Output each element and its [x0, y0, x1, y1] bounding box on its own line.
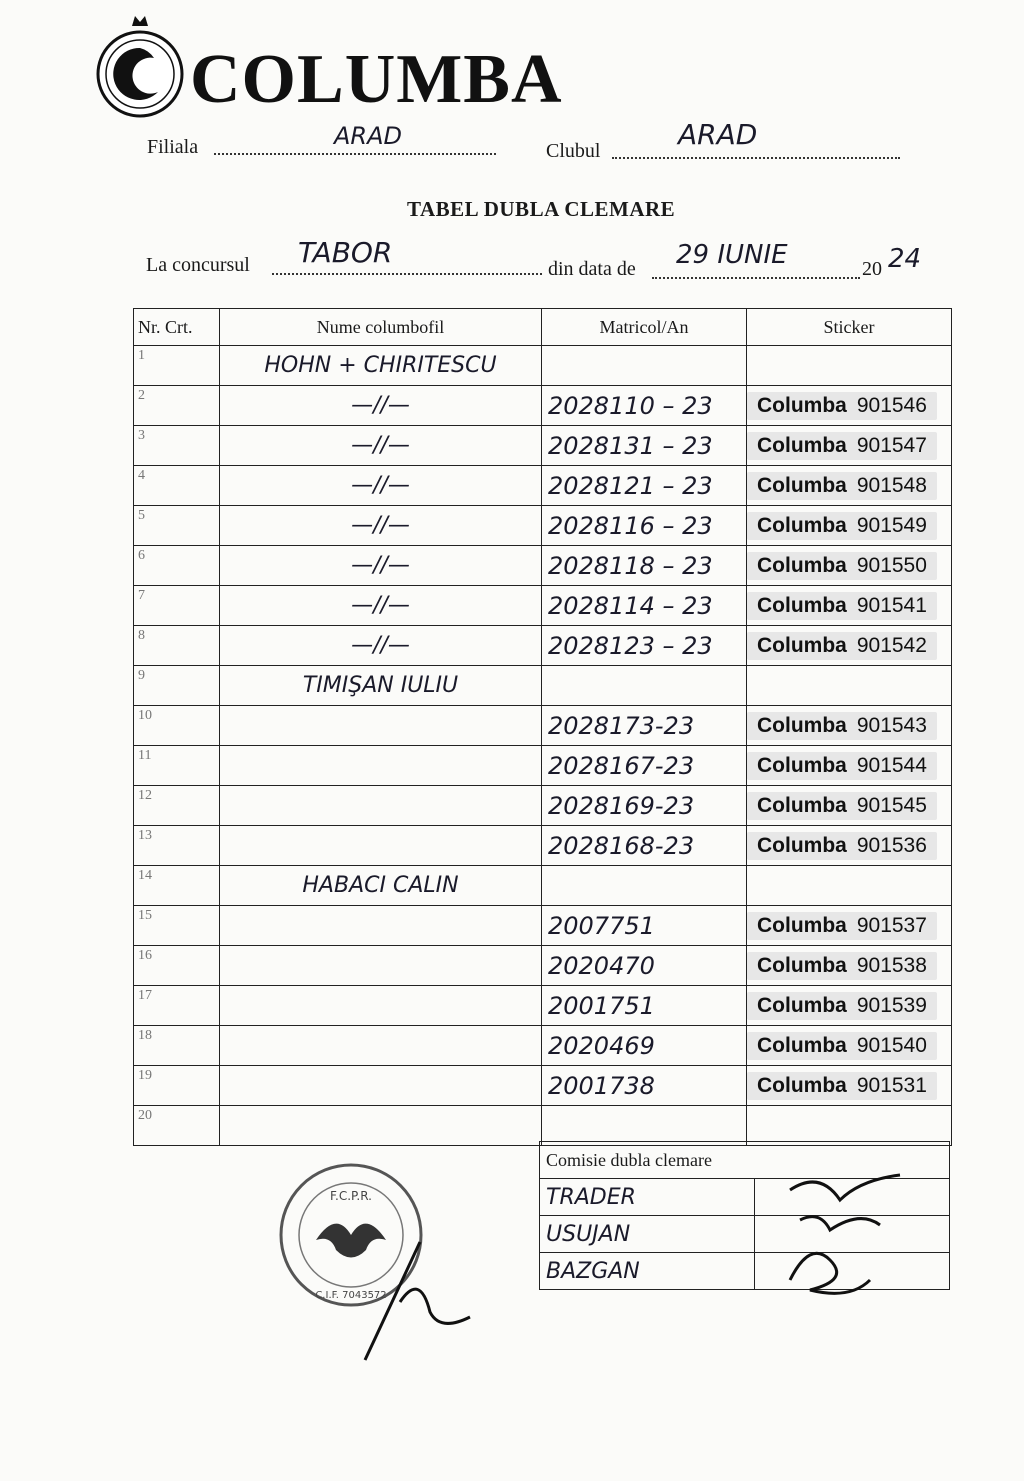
- row-number: 3: [134, 426, 220, 466]
- sticker-number: 901542: [856, 633, 927, 657]
- row-sticker: [747, 986, 952, 1026]
- sticker-number: 901544: [856, 753, 927, 777]
- sticker-number: 901540: [856, 1033, 927, 1057]
- date-label: din data de: [548, 258, 636, 280]
- row-number: 6: [134, 546, 220, 586]
- row-matricol: 2028118 – 23: [542, 546, 747, 586]
- row-name: [220, 746, 542, 786]
- row-name: [220, 706, 542, 746]
- sticker-number: 901549: [856, 513, 927, 537]
- table-header-row: [134, 309, 952, 346]
- row-name: —//—: [220, 586, 542, 626]
- row-matricol: 2028173-23: [542, 706, 747, 746]
- commission-member: BAZGAN: [540, 1253, 755, 1290]
- sticker-number: 901537: [856, 913, 927, 937]
- row-sticker: [747, 786, 952, 826]
- contest-dotted-line: [272, 272, 542, 275]
- row-matricol: 2020469: [542, 1026, 747, 1066]
- table-row: [134, 986, 952, 1026]
- row-number: 13: [134, 826, 220, 866]
- columba-logo-icon: [94, 12, 186, 118]
- row-number: 2: [134, 386, 220, 426]
- row-number: 14: [134, 866, 220, 906]
- table-row: [134, 346, 952, 386]
- contest-value: TABOR: [298, 236, 393, 269]
- header-sticker: Sticker: [747, 309, 952, 346]
- table-row: [134, 706, 952, 746]
- sticker-brand: Columba: [757, 913, 847, 937]
- table-row: [134, 1106, 952, 1146]
- row-name: —//—: [220, 546, 542, 586]
- sticker-brand: Columba: [757, 393, 847, 417]
- sticker-brand: Columba: [757, 1073, 847, 1097]
- row-sticker: [747, 586, 952, 626]
- header-matricol: Matricol/An: [542, 309, 747, 346]
- row-number: 1: [134, 346, 220, 386]
- commission-member: USUJAN: [540, 1216, 755, 1253]
- row-matricol: 2028168-23: [542, 826, 747, 866]
- row-sticker: [747, 1026, 952, 1066]
- row-name: —//—: [220, 426, 542, 466]
- sticker-label: [747, 432, 937, 460]
- table-row: [134, 506, 952, 546]
- row-number: 5: [134, 506, 220, 546]
- row-sticker: [747, 666, 952, 706]
- sticker-label: [747, 1072, 937, 1100]
- row-name: HOHN + CHIRITESCU: [220, 346, 542, 386]
- table-row: [134, 466, 952, 506]
- row-matricol: 2001738: [542, 1066, 747, 1106]
- sticker-number: 901545: [856, 793, 927, 817]
- sticker-label: [747, 712, 937, 740]
- table-row: [134, 786, 952, 826]
- sticker-brand: Columba: [757, 753, 847, 777]
- brand-title: COLUMBA: [190, 41, 563, 118]
- sticker-brand: Columba: [757, 433, 847, 457]
- row-matricol: [542, 866, 747, 906]
- sticker-brand: Columba: [757, 833, 847, 857]
- sticker-number: 901541: [856, 593, 927, 617]
- row-matricol: 2020470: [542, 946, 747, 986]
- sticker-label: [747, 992, 937, 1020]
- row-number: 15: [134, 906, 220, 946]
- document-title: TABEL DUBLA CLEMARE: [407, 197, 676, 221]
- row-matricol: 2007751: [542, 906, 747, 946]
- row-sticker: [747, 506, 952, 546]
- sticker-label: [747, 592, 937, 620]
- header-nr: Nr. Crt.: [134, 309, 220, 346]
- date-dotted-line: [652, 276, 860, 279]
- row-name: —//—: [220, 626, 542, 666]
- row-number: 4: [134, 466, 220, 506]
- row-sticker: [747, 546, 952, 586]
- row-sticker: [747, 746, 952, 786]
- stamp-bottom-text: C.I.F. 7043572: [315, 1290, 387, 1301]
- row-sticker: [747, 826, 952, 866]
- row-matricol: [542, 346, 747, 386]
- row-number: 17: [134, 986, 220, 1026]
- row-matricol: 2028114 – 23: [542, 586, 747, 626]
- filiala-label: Filiala: [147, 136, 199, 158]
- sticker-number: 901543: [856, 713, 927, 737]
- table-row: [134, 946, 952, 986]
- filiala-dotted-line: [214, 152, 496, 155]
- sticker-brand: Columba: [757, 593, 847, 617]
- sticker-brand: Columba: [757, 993, 847, 1017]
- sticker-brand: Columba: [757, 713, 847, 737]
- sticker-brand: Columba: [757, 633, 847, 657]
- contest-label: La concursul: [146, 254, 250, 276]
- row-number: 19: [134, 1066, 220, 1106]
- sticker-number: 901539: [856, 993, 927, 1017]
- row-matricol: 2028131 – 23: [542, 426, 747, 466]
- row-matricol: 2028110 – 23: [542, 386, 747, 426]
- commission-title: Comisie dubla clemare: [540, 1142, 950, 1179]
- signature-left-icon: [360, 1232, 480, 1364]
- row-matricol: [542, 666, 747, 706]
- sticker-label: [747, 1032, 937, 1060]
- sticker-label: [747, 472, 937, 500]
- sticker-brand: Columba: [757, 1033, 847, 1057]
- row-name: [220, 946, 542, 986]
- sticker-label: [747, 912, 937, 940]
- row-matricol: 2028167-23: [542, 746, 747, 786]
- row-matricol: 2028123 – 23: [542, 626, 747, 666]
- year-value: 24: [888, 244, 922, 274]
- row-name: HABACI CALIN: [220, 866, 542, 906]
- sticker-label: [747, 512, 937, 540]
- row-sticker: [747, 866, 952, 906]
- sticker-label: [747, 392, 937, 420]
- table-row: [134, 826, 952, 866]
- row-matricol: 2028169-23: [542, 786, 747, 826]
- commission-member: TRADER: [540, 1179, 755, 1216]
- row-number: 11: [134, 746, 220, 786]
- row-sticker: [747, 706, 952, 746]
- sticker-number: 901546: [856, 393, 927, 417]
- row-matricol: 2001751: [542, 986, 747, 1026]
- row-name: [220, 986, 542, 1026]
- row-matricol: [542, 1106, 747, 1146]
- row-name: [220, 1106, 542, 1146]
- row-name: [220, 826, 542, 866]
- clubul-dotted-line: [612, 156, 900, 159]
- row-name: [220, 906, 542, 946]
- row-number: 8: [134, 626, 220, 666]
- table-row: [134, 746, 952, 786]
- table-row: [134, 906, 952, 946]
- sticker-brand: Columba: [757, 513, 847, 537]
- date-value: 29 IUNIE: [676, 240, 788, 270]
- row-name: —//—: [220, 466, 542, 506]
- row-name: —//—: [220, 506, 542, 546]
- sticker-brand: Columba: [757, 793, 847, 817]
- sticker-label: [747, 952, 937, 980]
- sticker-number: 901548: [856, 473, 927, 497]
- row-matricol: 2028121 – 23: [542, 466, 747, 506]
- row-name: [220, 1026, 542, 1066]
- row-number: 12: [134, 786, 220, 826]
- row-sticker: [747, 426, 952, 466]
- row-sticker: [747, 1106, 952, 1146]
- sticker-number: 901538: [856, 953, 927, 977]
- sticker-number: 901550: [856, 553, 927, 577]
- table-row: [134, 1026, 952, 1066]
- sticker-brand: Columba: [757, 473, 847, 497]
- row-sticker: [747, 346, 952, 386]
- sticker-number: 901536: [856, 833, 927, 857]
- filiala-value: ARAD: [334, 122, 402, 150]
- sticker-number: 901547: [856, 433, 927, 457]
- row-number: 18: [134, 1026, 220, 1066]
- table-row: [134, 386, 952, 426]
- sticker-label: [747, 752, 937, 780]
- commission-signatures-icon: [770, 1160, 920, 1310]
- header-name: Nume columbofil: [220, 309, 542, 346]
- row-sticker: [747, 1066, 952, 1106]
- row-name: [220, 1066, 542, 1106]
- table-row: [134, 586, 952, 626]
- sticker-brand: Columba: [757, 553, 847, 577]
- table-row: [134, 666, 952, 706]
- stamp-mid-text: F.C.P.R.: [330, 1189, 372, 1203]
- row-number: 10: [134, 706, 220, 746]
- row-sticker: [747, 906, 952, 946]
- sticker-label: [747, 552, 937, 580]
- row-number: 9: [134, 666, 220, 706]
- sticker-label: [747, 632, 937, 660]
- row-sticker: [747, 386, 952, 426]
- sticker-label: [747, 832, 937, 860]
- table-row: [134, 626, 952, 666]
- row-number: 20: [134, 1106, 220, 1146]
- row-matricol: 2028116 – 23: [542, 506, 747, 546]
- row-number: 7: [134, 586, 220, 626]
- row-name: TIMIŞAN IULIU: [220, 666, 542, 706]
- table-row: [134, 866, 952, 906]
- table-row: [134, 1066, 952, 1106]
- clubul-label: Clubul: [546, 140, 601, 162]
- year-prefix: 20: [862, 258, 882, 280]
- clubul-value: ARAD: [678, 118, 758, 151]
- row-sticker: [747, 946, 952, 986]
- row-sticker: [747, 466, 952, 506]
- pigeon-table: [133, 308, 952, 1146]
- row-name: —//—: [220, 386, 542, 426]
- row-sticker: [747, 626, 952, 666]
- sticker-number: 901531: [856, 1073, 927, 1097]
- table-row: [134, 426, 952, 466]
- table-row: [134, 546, 952, 586]
- sticker-brand: Columba: [757, 953, 847, 977]
- row-number: 16: [134, 946, 220, 986]
- row-name: [220, 786, 542, 826]
- sticker-label: [747, 792, 937, 820]
